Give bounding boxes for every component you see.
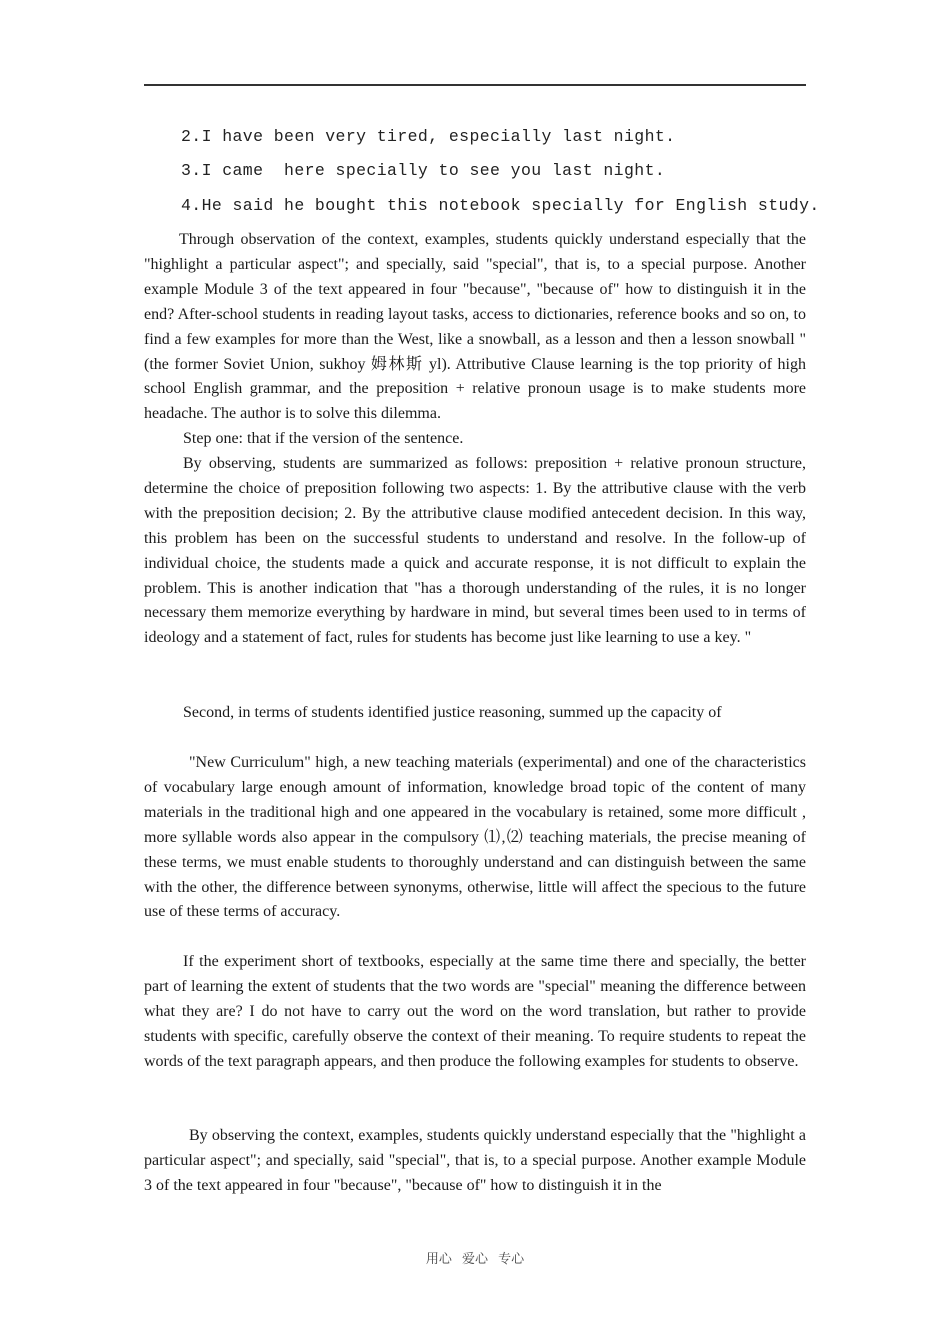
page-footer: 用心 爱心 专心 [425, 1252, 525, 1267]
paragraph-step-one: Step one: that if the version of the sentence. [183, 430, 464, 447]
example-sentence-3: 3.I came here specially to see you last night. [181, 161, 666, 180]
example-sentence-2: 2.I have been very tired, especially last night. [181, 127, 676, 146]
paragraph-experiment: If the experiment short of textbooks, especially at the same time there and specially, the better part of learning the extent of students that the two words are "special" meaning the difference between what they are? I do not have to carry out the word on the word translation, but rather to provide students with specific, carefully observe the context of their meaning. To require students to repeat the words of the text paragraph appears, and then produce the following examples for students to observe. [144, 953, 806, 1070]
paragraph-by-observing-context: By observing the context, examples, students quickly understand especially that the "highlight a particular aspect"; and specially, said "special", that is, to a special purpose. Another example Module 3 of the text appeared in four "because", "because of" how to distinguish it in the [144, 1127, 806, 1194]
paragraph-by-observing: By observing, students are summarized as follows: preposition + relative pronoun structure, determine the choice of preposition following two aspects: 1. By the attributive clause with the verb with the preposition decision; 2. By the attributive clause modified antecedent decision. In this way, this problem has been on the successful students to understand and resolve. In the follow-up of individual choice, the students made a quick and accurate response, it is not difficult to explain the problem. This is another indication that "has a thorough understanding of the rules, it is no longer necessary them memorize everything by hardware in mind, but several times been used to in terms of ideology and a statement of fact, rules for students has become just like learning to use a key. " [144, 455, 806, 647]
paragraph-observation: Through observation of the context, examples, students quickly understand especially that the "highlight a particular aspect"; and specially, said "special", that is, to a special purpose. Another example Module 3 of the text appeared in four "because", "because of" how to distinguish it in the end? After-school students in reading layout tasks, access to dictionaries, reference books and so on, to find a few examples for more than the West, like a snowball, as a lesson and then a lesson snowball "(the former Soviet Union, sukhoy 姆林斯 yl). Attributive Clause learning is the top priority of high school English grammar, and the preposition + relative pronoun usage is to make students more headache. The author is to solve this dilemma. [144, 231, 806, 423]
paragraph-second: Second, in terms of students identified justice reasoning, summed up the capacity of [183, 704, 722, 721]
paragraph-new-curriculum: "New Curriculum" high, a new teaching materials (experimental) and one of the characteristics of vocabulary large enough amount of information, knowledge broad topic of the content of many materials in the traditional high and one appeared in the vocabulary is retained, some more difficult , more syllable words also appear in the compulsory ⑴,⑵ teaching materials, the precise meaning of these terms, we must enable students to thoroughly understand and can distinguish between the same with the other, the difference between synonyms, otherwise, little will affect the specious to the future use of these terms of accuracy. [144, 754, 806, 921]
example-sentence-4: 4.He said he bought this notebook specially for English study. [181, 196, 820, 215]
header-rule [144, 84, 806, 86]
